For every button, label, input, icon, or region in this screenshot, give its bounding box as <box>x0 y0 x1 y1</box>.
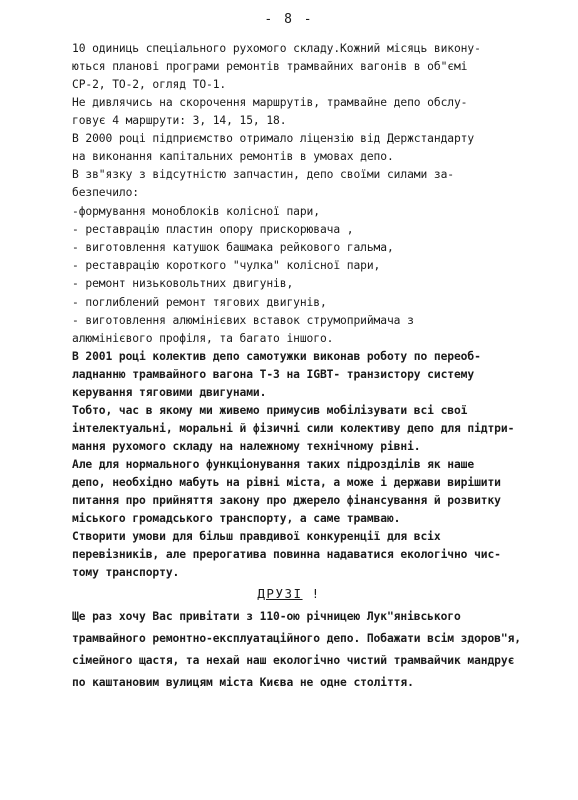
closing-line: сімейного щастя, та нехай наш екологічно чистий трамвайчик мандрує <box>72 654 515 667</box>
text-line: В 2000 році підприємство отримало ліцензію від Держстандарту <box>72 132 475 145</box>
text-line: мання рухомого складу на належному технічному рівні. <box>72 440 421 453</box>
text-line: тому транспорту. <box>72 566 180 579</box>
text-line: Не дивлячись на скорочення маршрутів, трамвайне депо обслу- <box>72 96 468 109</box>
text-line: ладнанню трамвайного вагона Т-3 на IGBT- транзистору систему <box>72 368 475 381</box>
text-line: - реставрацію пластин опору прискорювача , <box>72 223 354 236</box>
text-line: ються планові програми ремонтів трамвайних вагонів в об"ємі <box>72 60 468 73</box>
text-line: -формування моноблоків колісної пари, <box>72 205 320 218</box>
text-line: на виконання капітальних ремонтів в умовах депо. <box>72 150 394 163</box>
heading-text: ДРУЗІ <box>257 586 303 601</box>
text-line: керування тяговими двигунами. <box>72 386 267 399</box>
text-line: говує 4 маршрути: 3, 14, 15, 18. <box>72 114 287 127</box>
closing-line: по каштановим вулицям міста Києва не одне століття. <box>72 676 414 689</box>
text-line: питання про прийняття закону про джерело фінансування й розвитку <box>72 494 501 507</box>
text-line: перевізників, але прерогатива повинна надаватися екологічно чис- <box>72 548 501 561</box>
text-line: В зв"язку з відсутністю запчастин, депо своїми силами за- <box>72 168 454 181</box>
text-line: Створити умови для більш правдивої конкуренції для всіх <box>72 530 441 543</box>
page-number: - 8 - <box>264 12 314 27</box>
text-line: депо, необхідно мабуть на рівні міста, а може і держави вирішити <box>72 476 501 489</box>
text-line: - ремонт низьковольтних двигунів, <box>72 277 294 290</box>
text-line: - поглиблений ремонт тягових двигунів, <box>72 296 327 309</box>
text-line: В 2001 році колектив депо самотужки виконав роботу по переоб- <box>72 350 481 363</box>
text-line: СР-2, ТО-2, огляд ТО-1. <box>72 78 227 91</box>
text-line: Тобто, час в якому ми живемо примусив мобілізувати всі свої <box>72 404 468 417</box>
text-line: - виготовлення алюмінієвих вставок струмоприймача з <box>72 314 414 327</box>
closing-line: трамвайного ремонтно-експлуатаційного депо. Побажати всім здоров"я, <box>72 632 521 645</box>
text-line: міського громадського транспорту, а саме трамваю. <box>72 512 401 525</box>
text-line: інтелектуальні, моральні й фізичні сили колективу депо для підтри- <box>72 422 515 435</box>
text-line: безпечило: <box>72 186 140 199</box>
heading-exclamation: ! <box>311 586 321 601</box>
text-line: 10 одиниць спеціального рухомого складу.Кожний місяць викону- <box>72 42 481 55</box>
text-line: - реставрацію короткого "чулка" колісної пари, <box>72 259 381 272</box>
text-line: алюмінієвого профіля, та багато іншого. <box>72 332 334 345</box>
closing-line: Ще раз хочу Вас привітати з 110-ою річницею Лук"янівського <box>72 610 461 623</box>
text-line: Але для нормального функціонування таких підрозділів як наше <box>72 458 475 471</box>
text-line: - виготовлення катушок башмака рейкового гальма, <box>72 241 394 254</box>
heading-friends <box>0 586 578 601</box>
